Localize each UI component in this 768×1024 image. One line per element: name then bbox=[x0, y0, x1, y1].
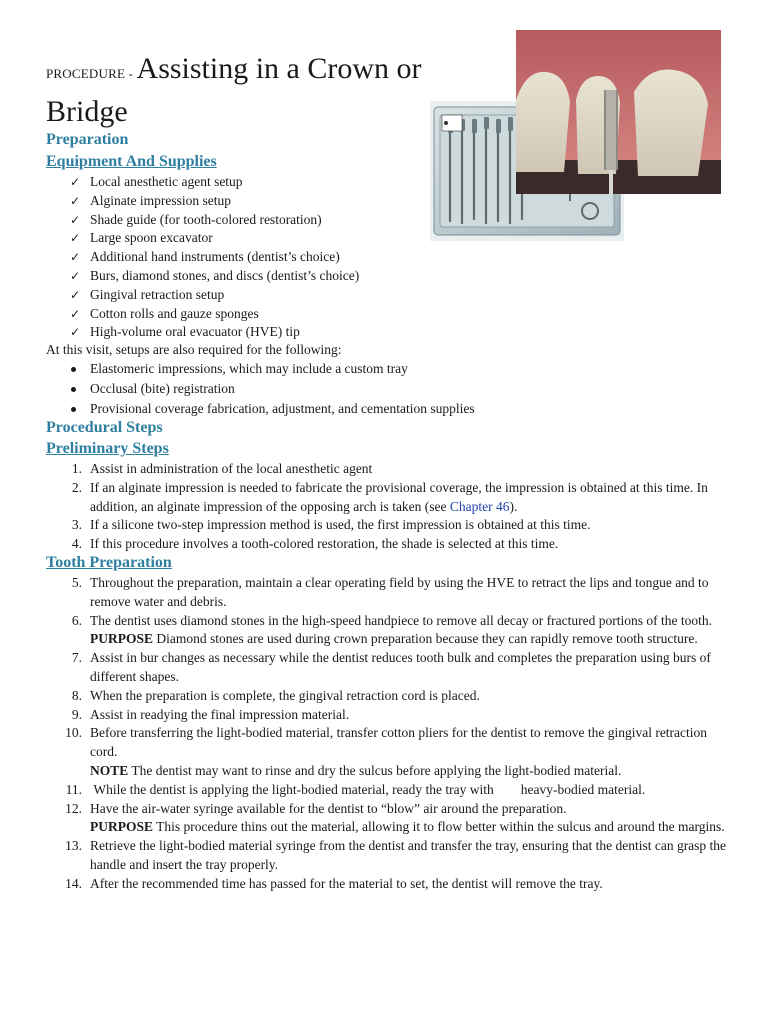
note-label: NOTE bbox=[90, 762, 129, 778]
tooth-preparation-heading[interactable]: Tooth Preparation bbox=[46, 554, 172, 571]
chapter-46-link[interactable]: Chapter 46 bbox=[449, 498, 510, 514]
list-item: ✓ Gingival retraction setup bbox=[0, 286, 359, 305]
purpose-label: PURPOSE bbox=[90, 631, 154, 647]
list-item: ✓ Cotton rolls and gauze sponges bbox=[0, 305, 359, 324]
list-item: 2. If an alginate impression is needed to fabricate the provisional coverage, the impression is obtained at this time. In addition, an alginate impression of the opposing arch is taken (see Chapter 46). bbox=[71, 479, 708, 514]
list-item: Provisional coverage fabrication, adjustment, and cementation supplies bbox=[0, 400, 475, 419]
bullet-icon bbox=[71, 367, 76, 372]
title-line-1: Assisting in a Crown or bbox=[136, 52, 422, 85]
list-item: ✓ Additional hand instruments (dentist’s choice) bbox=[0, 248, 359, 267]
check-icon: ✓ bbox=[70, 268, 81, 283]
bullet-icon bbox=[71, 387, 76, 392]
list-item: 3. If a silicone two-step impression method is used, the first impression is obtained at this time. bbox=[71, 517, 591, 533]
list-item: ✓ Large spoon excavator bbox=[0, 229, 359, 248]
page-title bbox=[46, 50, 486, 136]
list-item: Occlusal (bite) registration bbox=[0, 380, 475, 399]
visit-list bbox=[0, 360, 475, 418]
list-item: 12. Have the air-water syringe available for the dentist to “blow” air around the preparation. PURPOSE This procedure thins out the material, allowing it to flow better within the sulcus and around the margins. bbox=[65, 800, 725, 835]
list-item: ✓ Burs, diamond stones, and discs (dentist’s choice) bbox=[0, 267, 359, 286]
list-item: ✓ Shade guide (for tooth-colored restoration) bbox=[0, 211, 359, 230]
list-item: 8. When the preparation is complete, the gingival retraction cord is placed. bbox=[71, 687, 480, 703]
list-item: 1. Assist in administration of the local anesthetic agent bbox=[71, 461, 373, 476]
preliminary-steps-heading[interactable]: Preliminary Steps bbox=[46, 440, 169, 457]
list-item: 7. Assist in bur changes as necessary while the dentist reduces tooth bulk and completes the preparation using burs of different shapes. bbox=[71, 650, 711, 684]
check-icon: ✓ bbox=[70, 325, 81, 340]
check-icon: ✓ bbox=[70, 250, 81, 265]
equipment-heading[interactable]: Equipment And Supplies bbox=[46, 153, 217, 170]
title-line-2: Bridge bbox=[46, 95, 128, 128]
title-prefix: PROCEDURE - bbox=[46, 66, 137, 81]
check-icon: ✓ bbox=[70, 231, 81, 246]
list-item: 14. After the recommended time has passed for the material to set, the dentist will remove the tray. bbox=[65, 875, 603, 891]
equipment-list bbox=[0, 173, 359, 342]
list-item: ✓ High-volume oral evacuator (HVE) tip bbox=[0, 323, 359, 342]
list-item: Elastomeric impressions, which may include a custom tray bbox=[0, 360, 475, 379]
check-icon: ✓ bbox=[70, 175, 81, 189]
check-icon: ✓ bbox=[70, 193, 81, 208]
list-item: 11. While the dentist is applying the light-bodied material, ready the tray with heavy-bodied material. bbox=[65, 781, 646, 797]
list-item: ✓ Local anesthetic agent setup bbox=[0, 173, 359, 192]
list-item: 5. Throughout the preparation, maintain a clear operating field by using the HVE to retract the lips and tongue and to remove water and debris. bbox=[71, 575, 709, 609]
visit-intro: At this visit, setups are also required for the following: bbox=[46, 342, 342, 357]
list-item: 13. Retrieve the light-bodied material syringe from the dentist and transfer the tray, ensuring that the dentist can grasp the handle and insert the tray properly. bbox=[65, 838, 727, 872]
preliminary-steps-list bbox=[0, 460, 730, 554]
list-item: ✓ Alginate impression setup bbox=[0, 192, 359, 211]
list-item: 6. The dentist uses diamond stones in the high-speed handpiece to remove all decay or fractured portions of the tooth. PURPOSE Diamond stones are used during crown preparation because they can rapidly remove tooth structure. bbox=[71, 612, 712, 647]
procedural-steps-heading: Procedural Steps bbox=[46, 419, 163, 436]
bullet-icon bbox=[71, 407, 76, 412]
check-icon: ✓ bbox=[70, 306, 81, 321]
list-item: 4. If this procedure involves a tooth-colored restoration, the shade is selected at this time. bbox=[71, 536, 559, 552]
crown-preparation-photo bbox=[516, 30, 721, 194]
check-icon: ✓ bbox=[70, 212, 81, 227]
list-item: 10. Before transferring the light-bodied material, transfer cotton pliers for the dentist to remove the gingival retraction cord. NOTE The dentist may want to rinse and dry the sulcus before applying the light-bodied material. bbox=[65, 725, 708, 778]
preparation-heading: Preparation bbox=[46, 131, 129, 148]
purpose-label: PURPOSE bbox=[90, 819, 154, 835]
tooth-preparation-steps-list bbox=[0, 574, 730, 894]
check-icon: ✓ bbox=[70, 287, 81, 302]
list-item: 9. Assist in readying the final impression material. bbox=[71, 706, 350, 722]
